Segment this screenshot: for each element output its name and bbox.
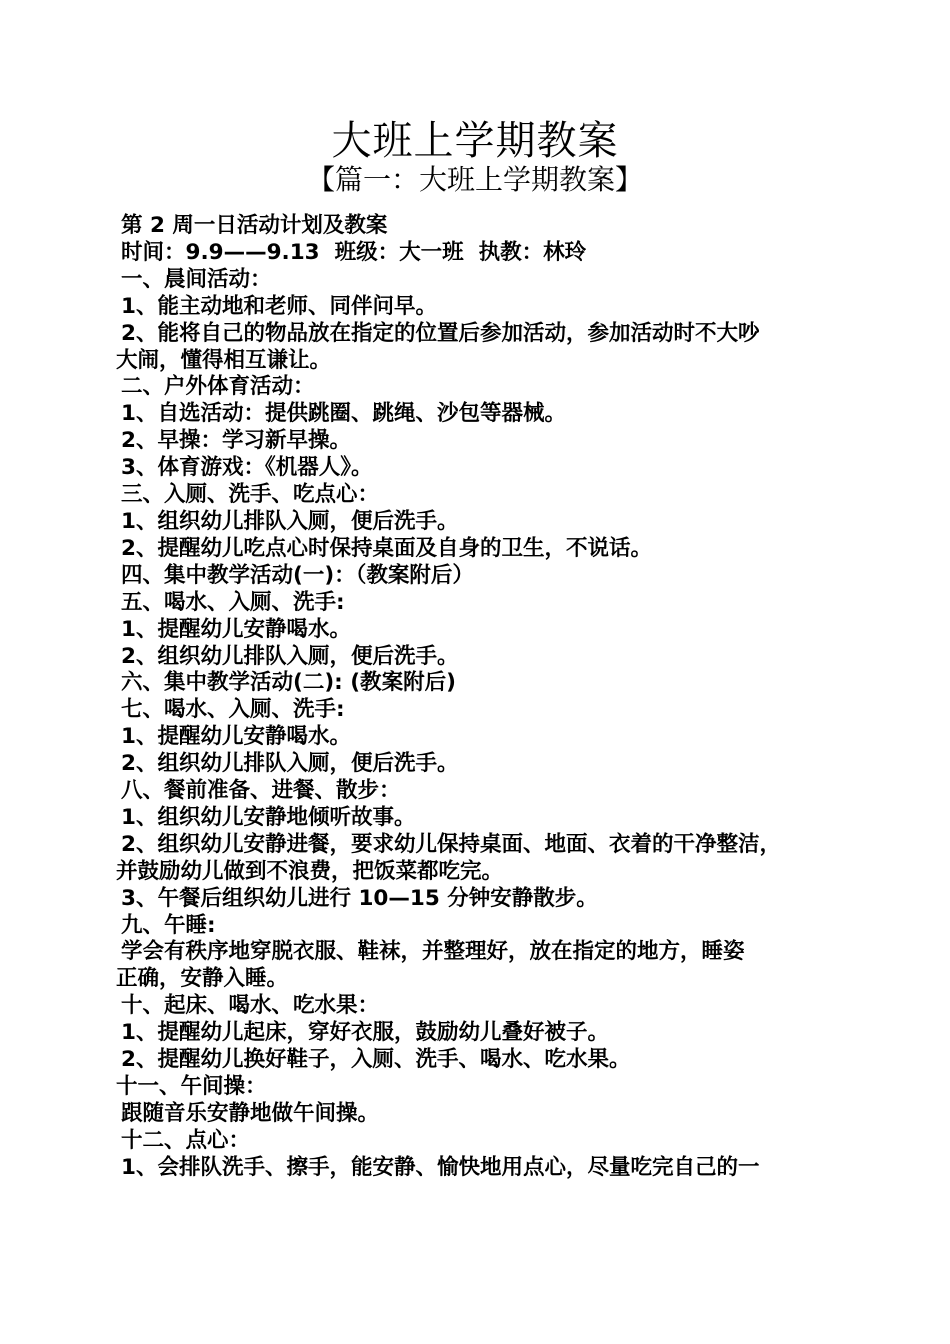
body-line: 2、组织幼儿排队入厕，便后洗手。 — [121, 751, 459, 777]
document-title: 大班上学期教案 — [331, 118, 619, 164]
document-body — [116, 213, 856, 1182]
body-line: 八、餐前准备、进餐、散步： — [121, 778, 401, 804]
body-line: 1、提醒幼儿安静喝水。 — [121, 724, 351, 750]
body-line: 1、能主动地和老师、同伴问早。 — [121, 293, 437, 319]
body-line: 十、起床、喝水、吃水果： — [121, 993, 380, 1019]
body-line: 1、自选活动：提供跳圈、跳绳、沙包等器械。 — [121, 401, 566, 427]
body-line: 三、入厕、洗手、吃点心： — [121, 482, 380, 508]
body-line: 十一、午间操： — [116, 1074, 267, 1099]
body-line: 2、能将自己的物品放在指定的位置后参加活动，参加活动时不大吵 — [121, 320, 760, 346]
body-line: 3、体育游戏：《机器人》。 — [121, 455, 373, 481]
body-line: 1、提醒幼儿安静喝水。 — [121, 616, 351, 642]
body-line: 四、集中教学活动(一)：（教案附后） — [121, 562, 474, 588]
body-line: 2、组织幼儿安静进餐，要求幼儿保持桌面、地面、衣着的干净整洁， — [121, 831, 781, 857]
body-line: 2、组织幼儿排队入厕，便后洗手。 — [121, 643, 459, 669]
body-line: 正确，安静入睡。 — [116, 966, 289, 992]
body-line: 大闹，懂得相互谦让。 — [116, 347, 332, 373]
body-line: 九、午睡: — [121, 912, 216, 938]
body-line: 二、户外体育活动： — [121, 374, 315, 400]
body-line: 时间：9.9——9.13 班级：大一班 执教：林玲 — [121, 239, 587, 265]
body-line: 1、提醒幼儿起床，穿好衣服，鼓励幼儿叠好被子。 — [121, 1020, 609, 1046]
body-line: 七、喝水、入厕、洗手: — [121, 697, 345, 723]
body-line: 一、晨间活动： — [121, 266, 272, 292]
body-line: 2、早操：学习新早操。 — [121, 428, 351, 454]
body-line: 六、集中教学活动(二): (教案附后) — [121, 670, 456, 696]
body-line: 学会有秩序地穿脱衣服、鞋袜，并整理好，放在指定的地方，睡姿 — [121, 939, 745, 965]
body-line: 五、喝水、入厕、洗手: — [121, 589, 345, 615]
body-line: 3、午餐后组织幼儿进行 10—15 分钟安静散步。 — [121, 885, 598, 911]
body-line: 2、提醒幼儿吃点心时保持桌面及自身的卫生，不说话。 — [121, 535, 652, 561]
body-line: 第 2 周一日活动计划及教案 — [121, 213, 388, 238]
body-line: 1、组织幼儿安静地倾听故事。 — [121, 804, 416, 830]
body-line: 1、会排队洗手、擦手，能安静、愉快地用点心，尽量吃完自己的一 — [121, 1154, 760, 1180]
body-line: 并鼓励幼儿做到不浪费，把饭菜都吃完。 — [116, 858, 504, 884]
body-line: 十二、点心： — [121, 1127, 251, 1153]
body-line: 1、组织幼儿排队入厕，便后洗手。 — [121, 508, 459, 534]
body-line: 跟随音乐安静地做午间操。 — [121, 1100, 380, 1126]
body-line: 2、提醒幼儿换好鞋子，入厕、洗手、喝水、吃水果。 — [121, 1047, 631, 1073]
document-subtitle: 【篇一：大班上学期教案】 — [306, 163, 643, 196]
